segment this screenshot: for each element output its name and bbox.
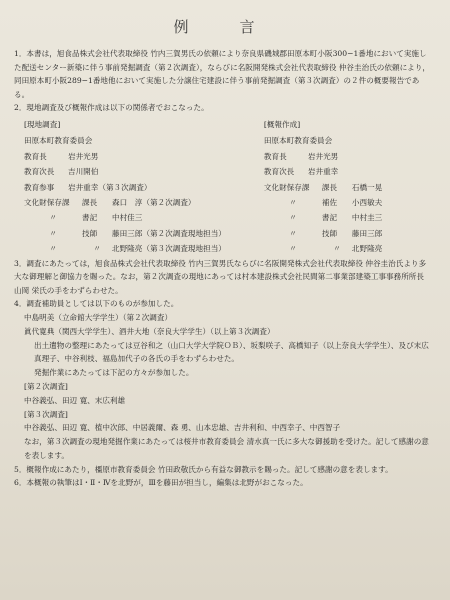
assistant-note: なお，第３次調査の現地発掘作業にあたっては桜井市教育委員会 清水真一氏に多大な御援助を受けた。記して感謝の意を表します。 xyxy=(24,437,429,460)
staff-row: 〃 〃 北野隆亮（第３次調査現地担当） xyxy=(49,244,226,254)
assistant-line-1: 中島明美（立命館大学学生）（第２次調査） xyxy=(24,313,173,322)
paragraph-5: 5．概報作成にあたり，橿原市教育委員会 竹田政敬氏から有益な御教示を賜った。記して感謝の意を表します。 xyxy=(14,464,393,474)
survey-2-workers: 中谷義弘、田辺 寛、末広利雄 xyxy=(24,395,126,405)
paragraph-1: 1．本書は，旭食品株式会社代表取締役 竹内三賀男氏の依頼により奈良県磯城郡田原本町小阪300−1番地において実施した配送センター新築に伴う事前発掘調査（第２次調査），ならびに名阪開発株式会社代表取締役 仲谷圭治氏の依頼により，同田原本町小阪289−1番地他において実施した分譲住宅建設に伴う事前発掘調査（第３次調査）の２件の概要報告である。 xyxy=(14,49,430,99)
page-title: 例 言 xyxy=(173,18,273,36)
staff-columns xyxy=(14,117,432,257)
report-column xyxy=(226,117,432,257)
staff-row: 文化財保存課 課長 石橋一晃 xyxy=(263,182,383,192)
staff-row: 教育次長 岩井重幸 xyxy=(263,167,339,177)
report-org: 田原本町教育委員会 xyxy=(263,136,333,146)
staff-row: 〃 書記 中村佳三 xyxy=(49,213,143,223)
staff-row: 教育参事 岩井重幸（第３次調査） xyxy=(24,182,152,192)
staff-row: 教育長 岩井光男 xyxy=(263,151,339,161)
survey-3-heading: [第３次調査] xyxy=(24,409,68,419)
assistant-line-3: 出土遺物の整理にあたっては豆谷和之（山口大学大学院ＯＢ）、坂梨咲子、高橋知子（以上奈良大学学生）、及び末広真理子、中谷利枝、福島加代子の各氏の手をわずらわせた。 xyxy=(34,340,429,364)
assistant-line-4: 発掘作業にあたっては下記の方々が参加した。 xyxy=(34,368,194,378)
staff-row: 文化財保存課 課長 森口 淳（第２次調査） xyxy=(24,198,196,207)
survey-3-workers: 中谷義弘、田辺 寛、植中次郎、中居義爾、森 勇、山本忠雄、吉井利和、中西幸子、中西智子 xyxy=(24,423,341,433)
staff-row: 〃 技師 藤田三郎（第２次調査現地担当） xyxy=(49,228,226,238)
field-survey-heading: [現地調査] xyxy=(24,119,61,129)
paragraph-4: 4．調査補助員としては以下のものが参加した。 xyxy=(14,299,179,309)
paragraph-2: 2．現地調査及び概報作成は以下の関係者でおこなった。 xyxy=(14,103,209,113)
staff-row: 〃 技師 藤田三郎 xyxy=(289,228,383,238)
staff-row: 〃 書記 中村圭三 xyxy=(289,213,383,223)
survey-2-heading: [第２次調査] xyxy=(24,381,68,391)
paragraph-6: 6．本概報の執筆はⅠ・Ⅱ・Ⅳを北野が，Ⅲを藤田が担当し，編集は北野がおこなった。 xyxy=(14,478,308,488)
staff-row: 〃 補佐 小西敏夫 xyxy=(289,198,383,207)
field-survey-org: 田原本町教育委員会 xyxy=(24,136,93,146)
report-heading: [概報作成] xyxy=(263,119,301,129)
paragraph-3: 3．調査にあたっては，旭食品株式会社代表取締役 竹内三賀男氏ならびに名阪開発株式会社代表取締役 仲谷圭治氏より多大な御理解と御協力を賜った。なお，第２次調査の現地にあっては村本建設株式会社民間第二事業部建築工事事務所所長 山岡 栄氏の手をわずらわせた。 xyxy=(14,258,427,295)
assistant-line-2: 眞代寛典（関西大学学生）、酒井大地（奈良大学学生）（以上第３次調査） xyxy=(24,326,275,336)
staff-row: 〃 〃 北野隆亮 xyxy=(289,244,383,254)
staff-row: 教育長 岩井光男 xyxy=(24,151,99,161)
staff-row: 教育次長 吉川開伯 xyxy=(24,167,99,177)
field-survey-column xyxy=(14,117,226,257)
